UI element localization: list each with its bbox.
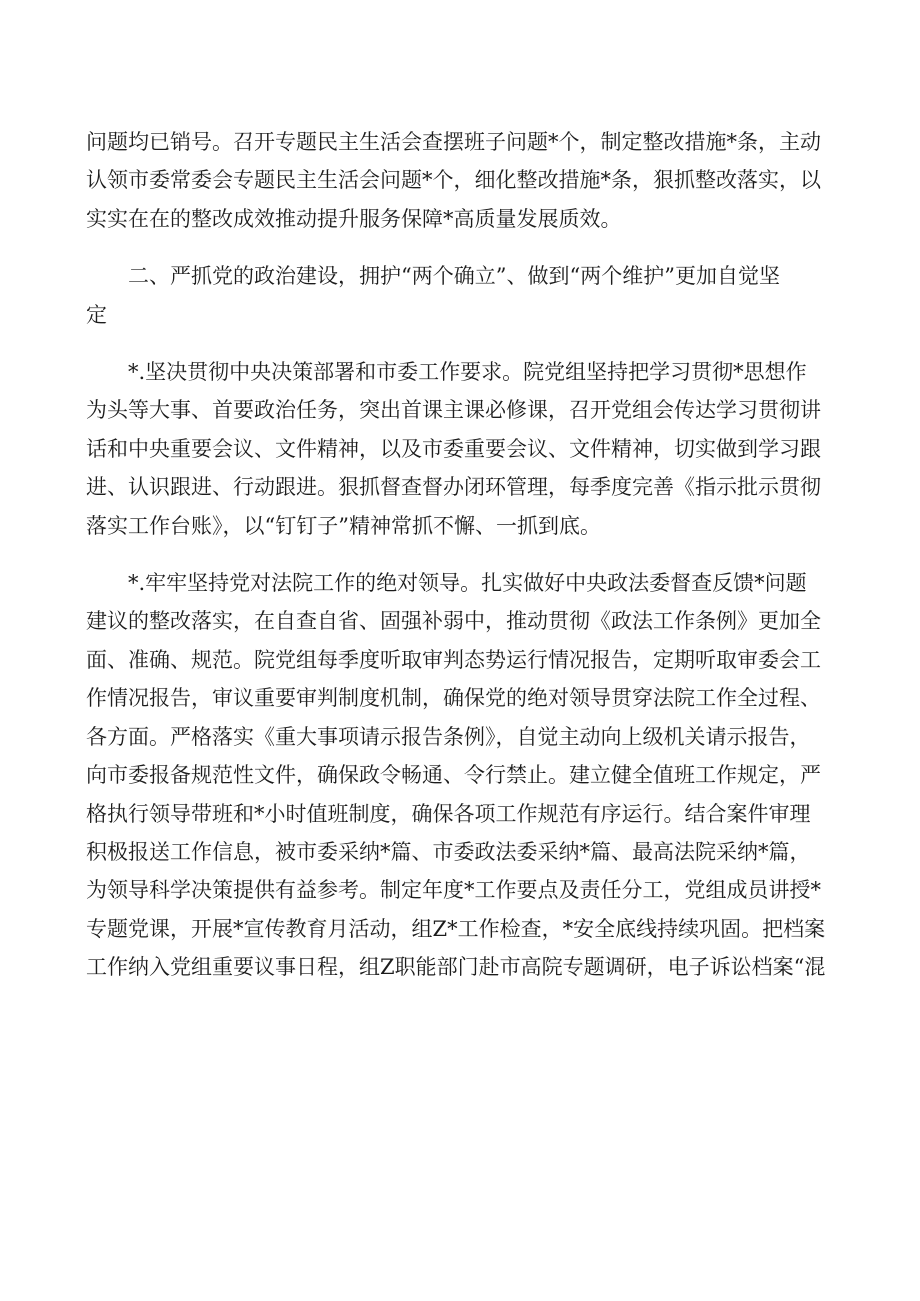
text-line: 进、认识跟进、行动跟进。狠抓督查督办闭环管理，每季度完善《指示批示贯彻 (86, 475, 821, 500)
text-line: 话和中央重要会议、文件精神，以及市委重要会议、文件精神，切实做到学习跟 (86, 436, 821, 461)
text-line: 问题均已销号。召开专题民主生活会查摆班子问题*个，制定整改措施*条，主动 (86, 130, 821, 154)
text-line: 二、严抓党的政治建设，拥护“两个确立”、做到“两个维护”更加自觉坚 (128, 264, 780, 289)
text-line: 向市委报备规范性文件，确保政令畅通、令行禁止。建立健全值班工作规定，严 (86, 763, 821, 788)
text-line: 实实在在的整改成效推动提升服务保障*高质量发展质效。 (86, 206, 622, 231)
section-heading-political-building (86, 257, 852, 334)
paragraph-party-leadership (86, 564, 852, 986)
text-line: 落实工作台账》，以“钉钉子”精神常抓不懈、一抓到底。 (86, 513, 601, 538)
text-line: 工作纳入党组重要议事日程，组Z职能部门赴市高院专题调研，电子诉讼档案“混 (86, 955, 826, 980)
document-body (86, 123, 852, 987)
text-line: 为领导科学决策提供有益参考。制定年度*工作要点及责任分工，党组成员讲授* (86, 878, 821, 903)
text-line: 积极报送工作信息，被市委采纳*篇、市委政法委采纳*篇、最高法院采纳*篇， (86, 839, 811, 864)
text-line: *.坚决贯彻中央决策部署和市委工作要求。院党组坚持把学习贯彻*思想作 (128, 360, 807, 385)
text-line: 各方面。严格落实《重大事项请示报告条例》，自觉主动向上级机关请示报告， (86, 724, 811, 749)
text-line: 定 (86, 302, 107, 327)
paragraph-implement-decisions (86, 353, 852, 545)
text-line: *.牢牢坚持党对法院工作的绝对领导。扎实做好中央政法委督查反馈*问题 (128, 571, 807, 596)
paragraph-rectification-summary (86, 123, 852, 238)
text-line: 作情况报告，审议重要审判制度机制，确保党的绝对领导贯穿法院工作全过程、 (86, 686, 821, 711)
text-line: 为头等大事、首要政治任务，突出首课主课必修课，召开党组会传达学习贯彻讲 (86, 398, 821, 423)
text-line: 建议的整改落实，在自查自省、固强补弱中，推动贯彻《政法工作条例》更加全 (86, 609, 821, 634)
text-line: 专题党课，开展*宣传教育月活动，组Z*工作检查，*安全底线持续巩固。把档案 (86, 916, 826, 941)
text-line: 面、准确、规范。院党组每季度听取审判态势运行情况报告，定期听取审委会工 (86, 647, 821, 672)
text-line: 认领市委常委会专题民主生活会问题*个，细化整改措施*条，狠抓整改落实，以 (86, 168, 821, 193)
text-line: 格执行领导带班和*小时值班制度，确保各项工作规范有序运行。结合案件审理 (86, 801, 811, 826)
